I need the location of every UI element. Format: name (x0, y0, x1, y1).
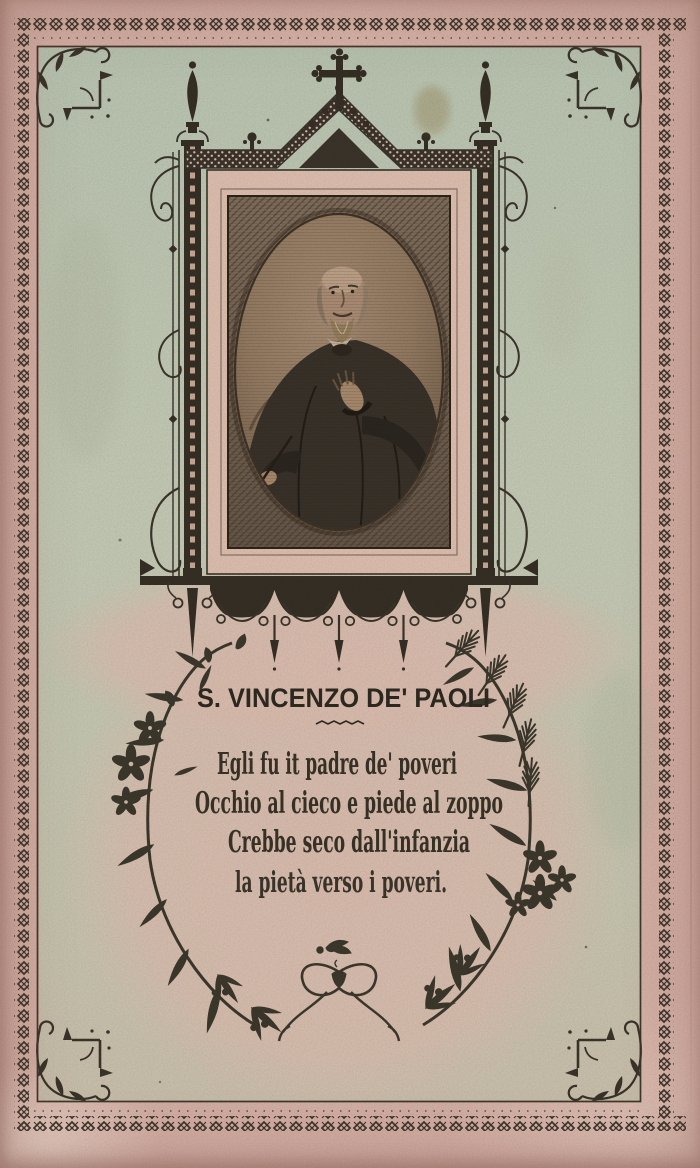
verse-line: Egli fu it padre de' poveri (217, 747, 457, 782)
paper-crease (690, 0, 692, 1168)
verse-line: Occhio al cieco e piede al zoppo (195, 786, 503, 821)
saint-name-title: S. VINCENZO DE' PAOLI (197, 683, 490, 713)
verse-line: Crebbe seco dall'infanzia (228, 825, 470, 860)
verse-line: la pietà verso i poveri. (235, 865, 447, 899)
